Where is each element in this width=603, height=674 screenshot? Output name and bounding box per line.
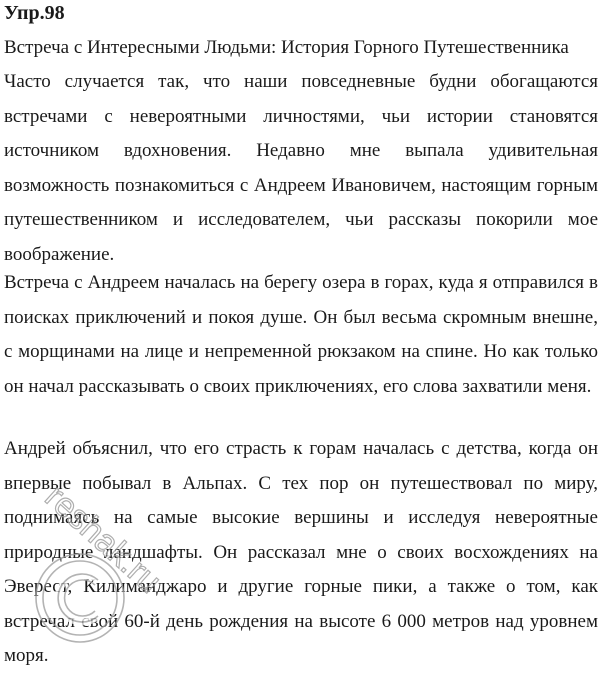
paragraph-1: Часто случается так, что наши повседневные будни обогащаются встречами с невероятными личностями, чьи истории становятся источником вдохновения. Недавно мне выпала удивительная возможность познакомиться с Андреем Ивановичем, настоящим горным путешественником и исследователем, чьи рассказы покорили мое воображение. [4,71,598,265]
exercise-heading: Упр.98 [4,2,65,24]
paragraph-2: Встреча с Андреем началась на берегу озера в горах, куда я отправился в поисках приключений и покоя душе. Он был весьма скромным внешне, с морщинами на лице и непременной рюкзаком на спине. Но как только он начал рассказывать о своих приключениях, его слова захватили меня. [4,272,598,397]
essay-title: Встреча с Интересными Людьми: История Горного Путешественника [4,37,569,58]
paragraph-3: Андрей объяснил, что его страсть к горам началась с детства, когда он впервые побывал в Альпах. С тех пор он путешествовал по миру, поднимаясь на самые высокие вершины и исследуя невероятные природные ландшафты. Он рассказал мне о своих восхождениях на Эверест, Килиманджаро и другие горные пики, а также о том, как встречал свой 60-й день рождения на высоте 6 000 метров над уровнем моря. [4,438,598,666]
watermark-text: reshak.ru [37,477,169,601]
